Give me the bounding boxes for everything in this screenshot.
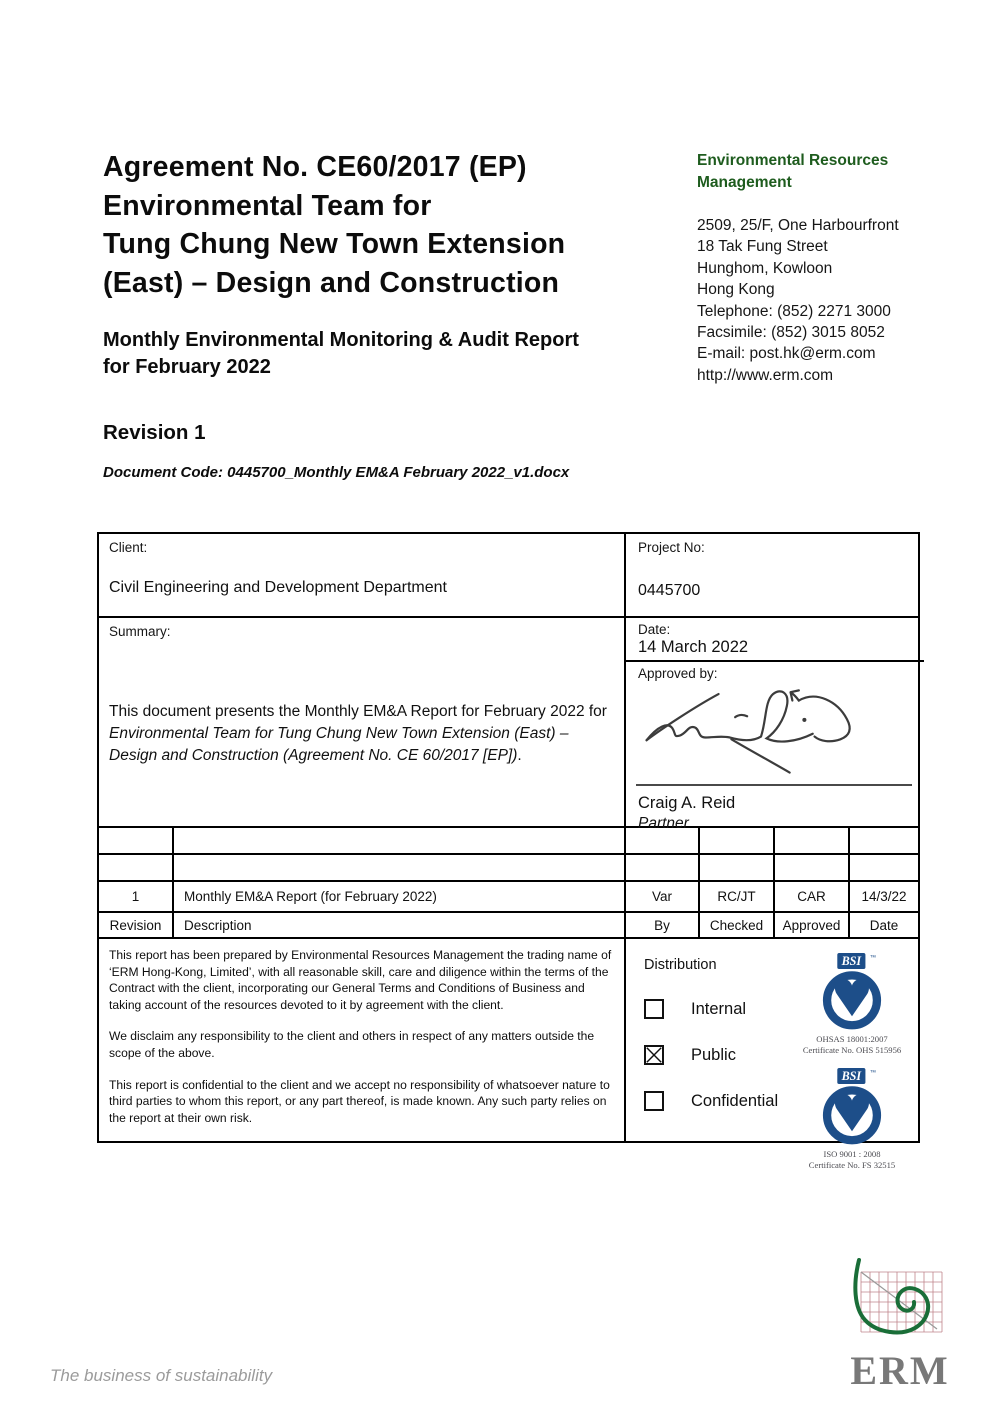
erm-logo-icon xyxy=(849,1258,949,1392)
svg-text:™: ™ xyxy=(869,1069,877,1077)
address-line: 2509, 25/F, One Harbourfront xyxy=(697,217,899,234)
address-line: 18 Tak Fung Street xyxy=(697,238,828,256)
approver-name: Craig A. Reid xyxy=(638,794,736,812)
company-address xyxy=(697,215,937,386)
svg-text:ERM: ERM xyxy=(850,1348,949,1392)
disclaimer-paragraph: This report is confidential to the client and we accept no responsibility of whatsoever nature to third parties to whom this report, or any part thereof, is made known. Any such party relies on the report at their own risk. xyxy=(109,1077,610,1125)
date-label: Date: xyxy=(638,622,671,637)
client-cell xyxy=(99,534,626,616)
project-no-cell xyxy=(626,534,918,616)
svg-text:™: ™ xyxy=(869,954,877,962)
col-header-checked: Checked xyxy=(700,913,775,937)
address-line: Hunghom, Kowloon xyxy=(697,259,833,277)
certificate-text: ISO 9001 : 2008 Certificate No. FS 32515 xyxy=(808,1149,896,1170)
fax-line: Facsimile: (852) 3015 8052 xyxy=(697,324,885,342)
subtitle-line: for February 2022 xyxy=(103,355,271,378)
col-header-approved: Approved xyxy=(775,913,850,937)
distribution-label: Distribution xyxy=(644,957,717,973)
revision-approved: CAR xyxy=(775,882,850,911)
bsi-logo-icon xyxy=(820,1068,884,1146)
signature xyxy=(634,683,912,784)
report-info-table xyxy=(97,532,920,1170)
confidential-label: Confidential xyxy=(691,1091,779,1110)
title-line: Environmental Team for xyxy=(103,189,432,222)
summary-label: Summary: xyxy=(109,624,171,639)
col-header-date: Date xyxy=(869,917,899,933)
erm-logo xyxy=(849,1258,949,1397)
svg-text:BSI: BSI xyxy=(841,1069,862,1084)
revision-table-row xyxy=(99,853,918,880)
document-title xyxy=(103,148,678,302)
public-label: Public xyxy=(691,1045,736,1064)
document-subtitle xyxy=(103,327,663,380)
svg-text:BSI: BSI xyxy=(841,954,862,969)
approved-by-label: Approved by: xyxy=(638,666,718,681)
disclaimer-cell xyxy=(99,939,626,1141)
company-name: Environmental Resources Management xyxy=(697,152,889,191)
date-value: 14 March 2022 xyxy=(638,638,749,656)
subtitle-line: Monthly Environmental Monitoring & Audit Report xyxy=(103,329,579,351)
title-line: Tung Chung New Town Extension xyxy=(103,228,566,260)
website-line: http://www.erm.com xyxy=(697,366,834,384)
signature-icon xyxy=(634,683,912,779)
revision-table-row xyxy=(99,880,918,911)
distribution-option-internal xyxy=(644,999,794,1019)
col-header-revision: Revision xyxy=(99,913,174,937)
date-cell xyxy=(626,618,924,662)
document-code: Document Code: 0445700_Monthly EM&A February 2022_v1.docx xyxy=(103,464,570,481)
company-letterhead xyxy=(697,150,937,386)
project-no-value: 0445700 xyxy=(638,582,701,599)
revision-table-header xyxy=(99,911,918,937)
title-line: (East) – Design and Construction xyxy=(103,266,560,299)
company-tagline: The business of sustainability xyxy=(50,1366,273,1385)
summary-cell xyxy=(99,618,626,826)
disclaimer-paragraph: This report has been prepared by Environmental Resources Management the trading name of ‘ERM Hong-Kong, Limited’, with all reasonable skill, care and diligence within the terms of the Contract with the client, incorporating our General Terms and Conditions of Business and taking account of the resources devoted to it by agreement with the client. xyxy=(109,948,612,1012)
distribution-cell xyxy=(626,939,918,1170)
internal-checkbox[interactable] xyxy=(644,999,664,1019)
title-line: Agreement No. CE60/2017 (EP) xyxy=(103,151,527,183)
internal-label: Internal xyxy=(691,999,747,1018)
summary-text: This document presents the Monthly EM&A Report for February 2022 for Environmental Team for Tung Chung New Town Extension (East) – Design and Construction (Agreement No. CE 60/2017 [EP]). xyxy=(109,703,607,764)
revision-number: 1 xyxy=(99,882,174,911)
project-no-label: Project No: xyxy=(638,540,705,555)
phone-line: Telephone: (852) 2271 3000 xyxy=(697,302,891,320)
bsi-logo-icon xyxy=(820,953,884,1031)
revision-description: Monthly EM&A Report (for February 2022) xyxy=(174,882,626,911)
bsi-certificate-iso xyxy=(809,1068,895,1171)
approver-title: Partner xyxy=(638,815,689,832)
revision-by: Var xyxy=(626,882,700,911)
public-checkbox[interactable] xyxy=(644,1045,664,1065)
check-x-icon xyxy=(646,1047,662,1063)
distribution-option-public xyxy=(644,1045,794,1065)
confidential-checkbox[interactable] xyxy=(644,1091,664,1111)
disclaimer-paragraph: We disclaim any responsibility to the client and others in respect of any matters outside the scope of the above. xyxy=(109,1029,595,1060)
email-line: E-mail: post.hk@erm.com xyxy=(697,345,876,363)
approved-by-cell xyxy=(626,662,924,833)
col-header-description: Description xyxy=(174,913,626,937)
address-line: Hong Kong xyxy=(697,281,775,299)
signature-rule xyxy=(636,784,912,786)
revision-date: 14/3/22 xyxy=(861,889,907,904)
revision-checked: RC/JT xyxy=(700,882,775,911)
col-header-by: By xyxy=(626,913,700,937)
client-label: Client: xyxy=(109,540,148,555)
revision-label: Revision 1 xyxy=(103,421,206,444)
certificate-text: OHSAS 18001:2007 Certificate No. OHS 515956 xyxy=(802,1034,902,1055)
bsi-certificate-ohsas xyxy=(803,953,901,1056)
distribution-option-confidential xyxy=(644,1091,794,1111)
client-value: Civil Engineering and Development Department xyxy=(109,579,447,596)
